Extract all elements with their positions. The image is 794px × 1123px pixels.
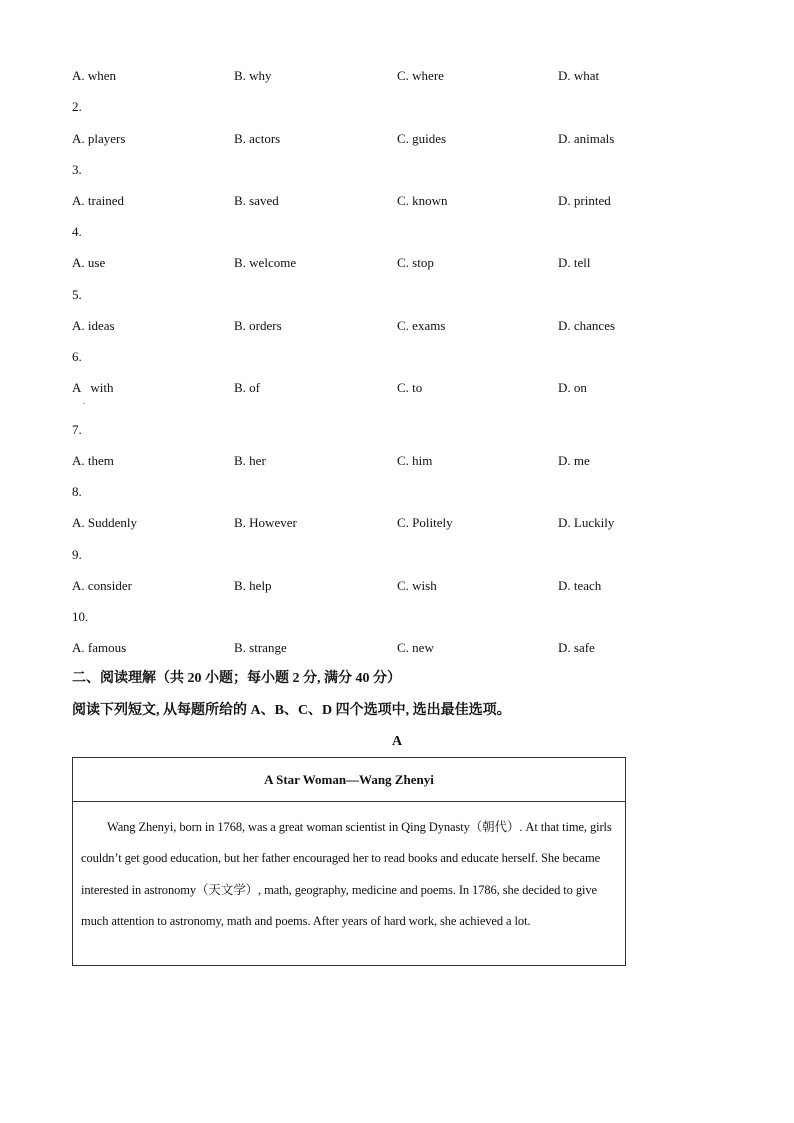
question-2-options	[72, 129, 672, 149]
option-d: D. teach	[558, 578, 602, 593]
option-c: C. new	[397, 640, 434, 655]
question-number: 7.	[72, 422, 82, 437]
option-d: D. Luckily	[558, 515, 615, 530]
question-number: 6.	[72, 349, 82, 364]
question-8-options	[72, 513, 672, 533]
option-a: A. trained	[72, 193, 124, 208]
option-b: B. why	[234, 68, 272, 83]
question-5-options	[72, 316, 672, 336]
option-d: D. printed	[558, 193, 611, 208]
option-c: C. where	[397, 68, 444, 83]
option-b: B. actors	[234, 131, 281, 146]
question-number: 8.	[72, 484, 82, 499]
question-1-options	[72, 66, 672, 86]
option-c: C. wish	[397, 578, 437, 593]
option-a: A with	[72, 380, 114, 395]
option-a: A. ideas	[72, 318, 115, 333]
option-d: D. chances	[558, 318, 616, 333]
passage-text: Wang Zhenyi, born in 1768, was a great woman scientist in Qing Dynasty（朝代）. At that time, girls couldn’t get good education, but her father encouraged her to read books and educate herself. She became interested in astronomy（天文学）, math, geography, medicine and poems. In 1786, she decided to give much attention to astronomy, math and poems. After years of hard work, she achieved a lot.	[81, 820, 612, 929]
passage-box	[72, 757, 626, 966]
option-c: C. him	[397, 453, 433, 468]
section-instruction: 阅读下列短文, 从每题所给的 A、B、C、D 四个选项中, 选出最佳选项。	[72, 703, 511, 718]
option-c: C. guides	[397, 131, 447, 146]
option-c: C. known	[397, 193, 448, 208]
option-c: C. Politely	[397, 515, 453, 530]
question-6-options	[72, 378, 672, 398]
option-d: D. on	[558, 380, 587, 395]
section-heading: 二、阅读理解（共 20 小题；每小题 2 分, 满分 40 分）	[72, 671, 401, 686]
question-number: 9.	[72, 547, 82, 562]
option-b: B. saved	[234, 193, 279, 208]
stray-dot-mark: .	[83, 397, 85, 406]
question-4-options	[72, 253, 672, 273]
option-c: C. stop	[397, 255, 434, 270]
question-7-options	[72, 451, 672, 471]
option-b: B. However	[234, 515, 297, 530]
question-number: 10.	[72, 609, 89, 624]
question-number: 5.	[72, 287, 82, 302]
option-d: D. me	[558, 453, 590, 468]
option-a: A. use	[72, 255, 106, 270]
option-b: B. of	[234, 380, 260, 395]
option-c: C. exams	[397, 318, 446, 333]
passage-letter: A	[391, 734, 403, 749]
question-3-options	[72, 191, 672, 211]
option-b: B. strange	[234, 640, 287, 655]
option-d: D. tell	[558, 255, 591, 270]
option-a: A. famous	[72, 640, 127, 655]
option-d: D. what	[558, 68, 600, 83]
option-c: C. to	[397, 380, 423, 395]
passage-title: A Star Woman—Wang Zhenyi	[73, 758, 625, 802]
option-a: A. when	[72, 68, 117, 83]
option-b: B. welcome	[234, 255, 297, 270]
option-d: D. animals	[558, 131, 615, 146]
question-number: 2.	[72, 99, 82, 114]
option-a: A. players	[72, 131, 126, 146]
option-d: D. safe	[558, 640, 595, 655]
option-a: A. consider	[72, 578, 132, 593]
option-a: A. them	[72, 453, 114, 468]
option-b: B. orders	[234, 318, 282, 333]
question-number: 3.	[72, 162, 82, 177]
option-a: A. Suddenly	[72, 515, 137, 530]
option-b: B. help	[234, 578, 272, 593]
question-10-options	[72, 638, 672, 658]
question-number: 4.	[72, 224, 82, 239]
question-9-options	[72, 576, 672, 596]
option-b: B. her	[234, 453, 266, 468]
